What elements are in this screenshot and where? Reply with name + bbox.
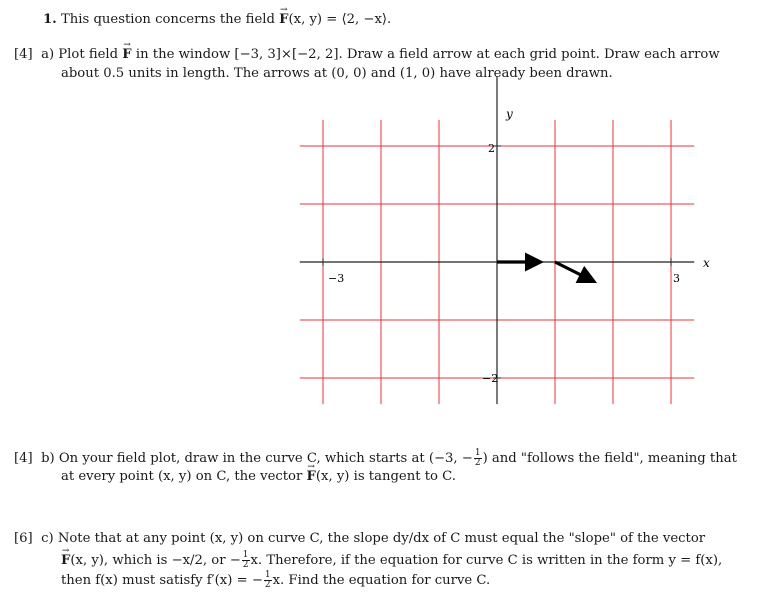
axes <box>300 76 694 404</box>
part-c-line-3 <box>61 571 490 590</box>
field-definition: (x, y) = ⟨2, −x⟩. <box>288 12 392 27</box>
fraction-half-c1 <box>242 551 250 570</box>
part-c-points: [6] <box>14 531 33 546</box>
part-b-line-1 <box>14 449 737 468</box>
part-a-text-2: about 0.5 units in length. The arrows at (0, 0) and (1, 0) have already been drawn. <box>61 66 613 81</box>
tick-label-y-2: 2 <box>488 142 495 155</box>
tick-label-x-neg3: −3 <box>328 272 345 285</box>
part-c-text-1: Note that at any point (x, y) on curve C, the slope dy/dx of C must equal the "slope" of the vector <box>57 531 706 546</box>
frac-num: 1 <box>242 550 249 560</box>
frac-num: 1 <box>264 570 271 580</box>
field-symbol: → F <box>279 12 288 28</box>
part-a-text-1b: in the window [−3, 3]×[−2, 2]. Draw a field arrow at each grid point. Draw each arrow <box>135 47 720 62</box>
part-a-label: a) <box>41 47 55 62</box>
tick-label-x-3: 3 <box>673 272 680 285</box>
frac-den: 2 <box>242 560 249 570</box>
part-a-points: [4] <box>14 47 33 62</box>
y-axis-label: y <box>506 107 513 121</box>
part-a-text-1a: Plot field <box>58 47 119 62</box>
part-c-text-3a: then f(x) must satisfy f′(x) = − <box>61 573 263 588</box>
part-c-label: c) <box>41 531 54 546</box>
field-symbol-c: → F <box>61 553 70 569</box>
part-b-line-2 <box>61 469 456 485</box>
part-b-label: b) <box>41 451 55 466</box>
field-arrow-1 <box>555 262 591 280</box>
question-intro: This question concerns the field <box>60 12 275 27</box>
x-axis-label: x <box>703 256 710 270</box>
question-number: 1. <box>43 12 57 27</box>
frac-den: 2 <box>474 458 481 468</box>
tick-label-y-neg2: −2 <box>482 372 499 385</box>
field-arrows <box>497 262 591 280</box>
part-b-text-2b: (x, y) is tangent to C. <box>315 469 456 484</box>
part-c-text-2a: (x, y), which is −x/2, or − <box>70 553 241 568</box>
part-c-text-3b: x. Find the equation for curve C. <box>272 573 491 588</box>
frac-num: 1 <box>474 448 481 458</box>
frac-den: 2 <box>264 580 271 590</box>
part-b-text-1b: ) and "follows the field", meaning that <box>482 451 737 466</box>
part-c-line-2 <box>61 551 722 570</box>
field-symbol-b: → F <box>307 469 316 485</box>
part-b-points: [4] <box>14 451 33 466</box>
field-symbol-a: → F <box>122 47 131 63</box>
part-c-line-1 <box>14 531 705 547</box>
part-c-text-2b: x. Therefore, if the equation for curve C is written in the form y = f(x), <box>250 553 723 568</box>
part-b-text-2a: at every point (x, y) on C, the vector <box>61 469 303 484</box>
fraction-half-b <box>474 449 482 468</box>
part-b-text-1a: On your field plot, draw in the curve C, which starts at (−3, − <box>58 451 473 466</box>
fraction-half-c2 <box>264 571 272 590</box>
